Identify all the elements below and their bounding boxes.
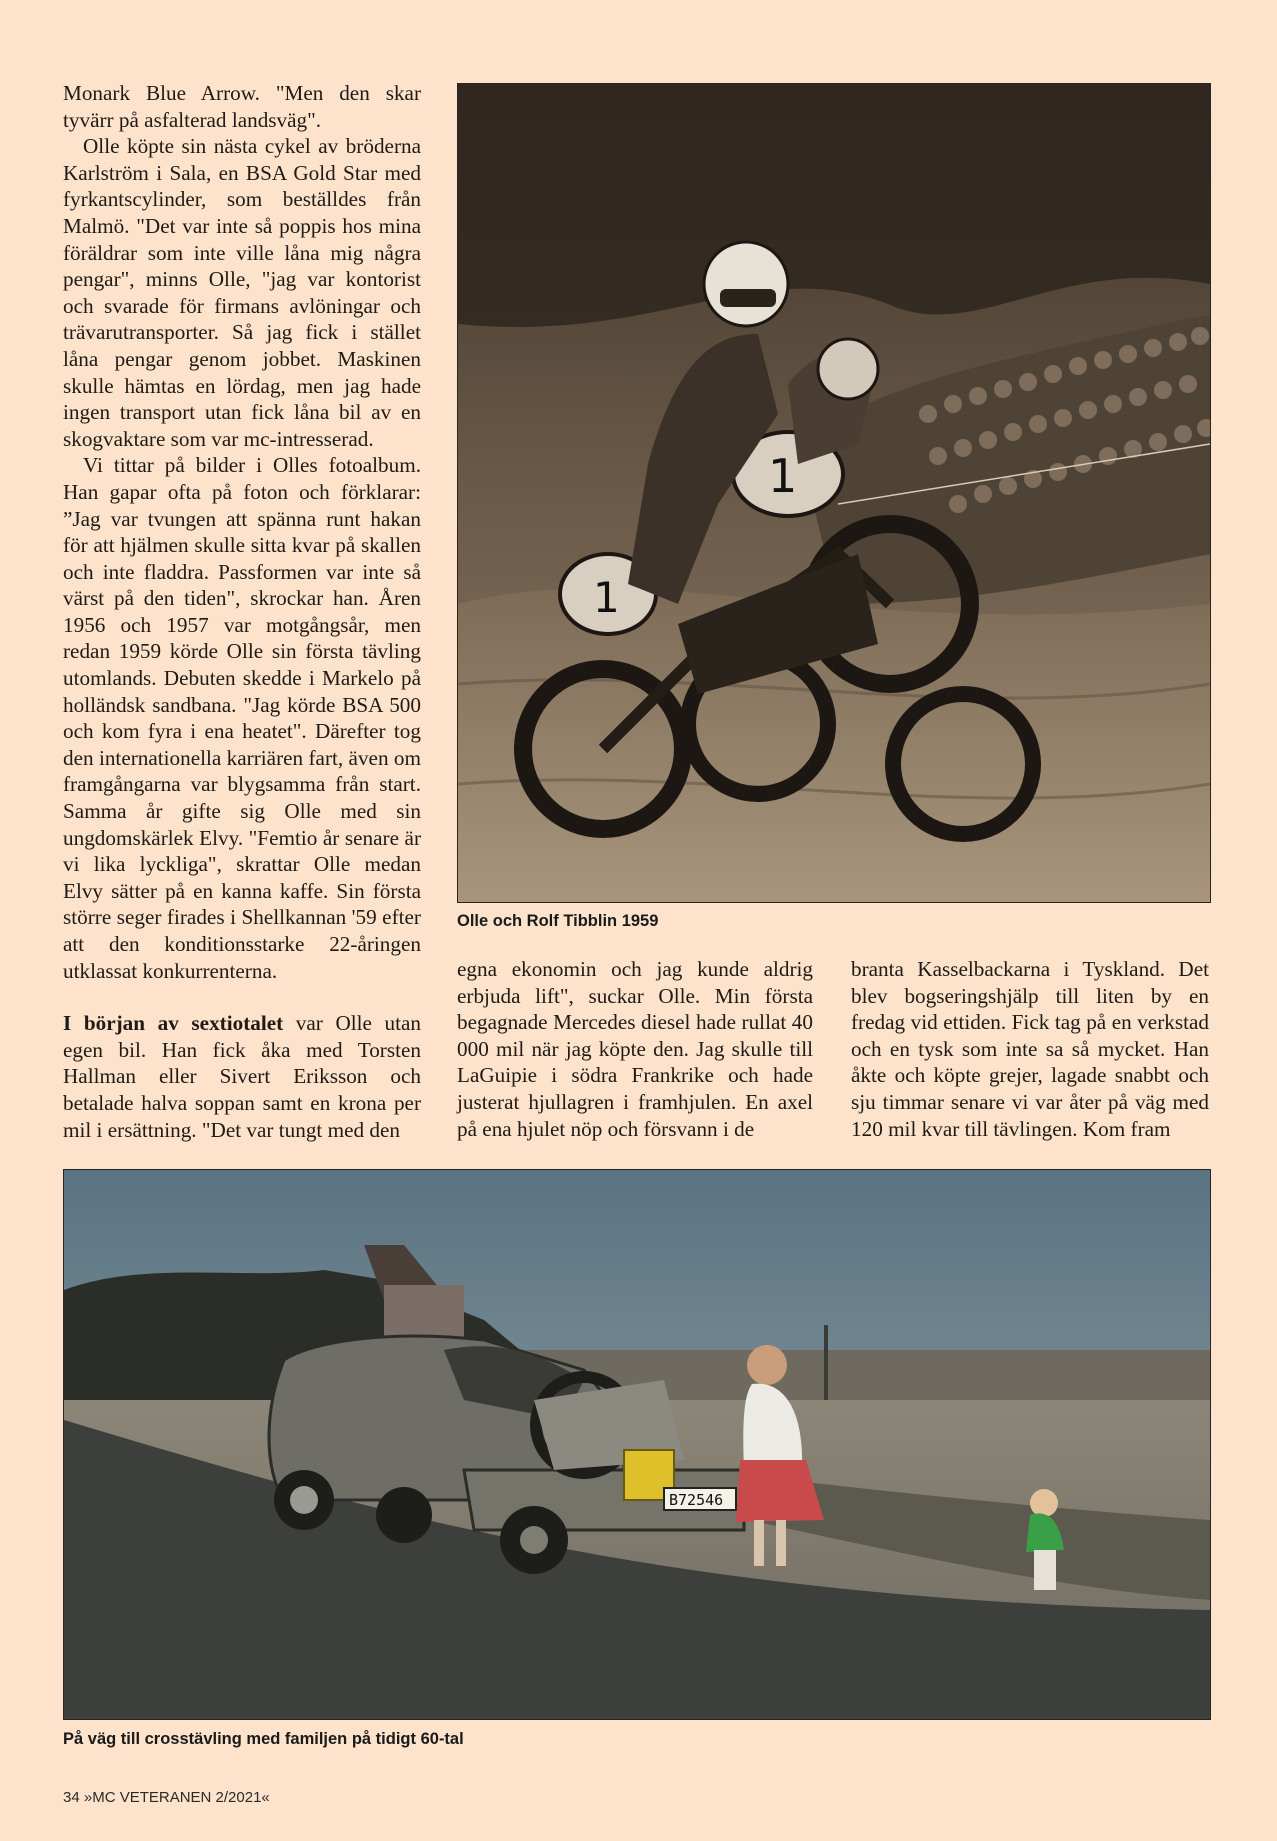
paragraph-2: Olle köpte sin nästa cykel av bröderna Karlström i Sala, en BSA Gold Star med fyrkantscylinder, som beställdes från Malmö. "Det var inte så poppis hos mina föräldrar som inte ville låna mig några pengar", minns Olle, "jag var kontorist och svarade för firmans avlöningar och trävarutransporter. Så jag fick i stället låna pengar genom jobbet. Maskinen skulle hämtas en lördag, men jag hade ingen transport utan fick låna bil av en skogvaktare som var mc-intresserad. <box>63 134 421 451</box>
page-number: 34 <box>63 1789 80 1806</box>
magazine-issue: »MC VETERANEN 2/2021« <box>83 1789 270 1806</box>
page-footer <box>63 1789 270 1806</box>
photo-motocross-jump <box>457 83 1211 903</box>
number-plate-front: 1 <box>768 449 798 503</box>
paragraph-4-body: var Olle utan egen bil. Han fick åka med Torsten Hallman eller Sivert Eriksson och betalade halva soppan samt en krona per mil i ersättning. "Det var tungt med den <box>63 1011 421 1142</box>
article-column-left <box>63 80 421 1143</box>
paragraph-4 <box>63 1010 421 1143</box>
photo-family-car-trailer <box>63 1169 1211 1720</box>
article-column-right <box>851 956 1209 1142</box>
paragraph-middle: egna ekonomin och jag kunde aldrig erbjuda lift", suckar Olle. Min första begagnade Mercedes diesel hade rullat 40 000 mil när jag köpte den. Jag skulle till LaGuipie i södra Frankrike och hade justerat hjullagren i framhjulen. En axel på ena hjulet nöp och försvann i de <box>457 957 813 1141</box>
paragraph-1: Monark Blue Arrow. "Men den skar tyvärr på asfalterad landsväg". <box>63 81 421 132</box>
paragraph-lead-in: I början av sextiotalet <box>63 1011 284 1036</box>
photo-caption-bottom: På väg till crosstävling med familjen på tidigt 60-tal <box>63 1730 464 1748</box>
number-plate-side: 1 <box>593 573 620 622</box>
paragraph-right: branta Kasselbackarna i Tyskland. Det blev bogseringshjälp till liten by en fredag vid ettiden. Fick tag på en verkstad och en tysk som inte sa så mycket. Han åkte och köpte grejer, lagade snabbt och sju timmar senare vi var åter på väg med 120 mil kvar till tävlingen. Kom fram <box>851 957 1209 1141</box>
license-plate: B72546 <box>669 1491 724 1509</box>
article-column-middle <box>457 956 813 1142</box>
paragraph-3: Vi tittar på bilder i Olles fotoalbum. Han gapar ofta på foton och förklarar: ”Jag var tvungen att spänna runt hakan för att hjälmen skulle sitta kvar på skallen och inte fladdra. Passformen var inte så värst på den tiden", skrockar han. Åren 1956 och 1957 var motgångsår, men redan 1959 körde Olle sin första tävling utomlands. Debuten skedde i Markelo på holländsk sandbana. "Jag körde BSA 500 och kom fyra i ena heatet". Därefter tog den internationella karriären fart, även om framgångarna var blygsamma från start. Samma år gifte sig Olle med sin ungdomskärlek Elvy. "Femtio år senare är vi lika lyckliga", skrattar Olle medan Elvy sätter på en kanna kaffe. Sin första större seger firades i Shellkannan '59 efter att den konditionsstarke 22-åringen utklassat konkurrenterna. <box>63 453 421 983</box>
photo-caption-top: Olle och Rolf Tibblin 1959 <box>457 912 659 930</box>
